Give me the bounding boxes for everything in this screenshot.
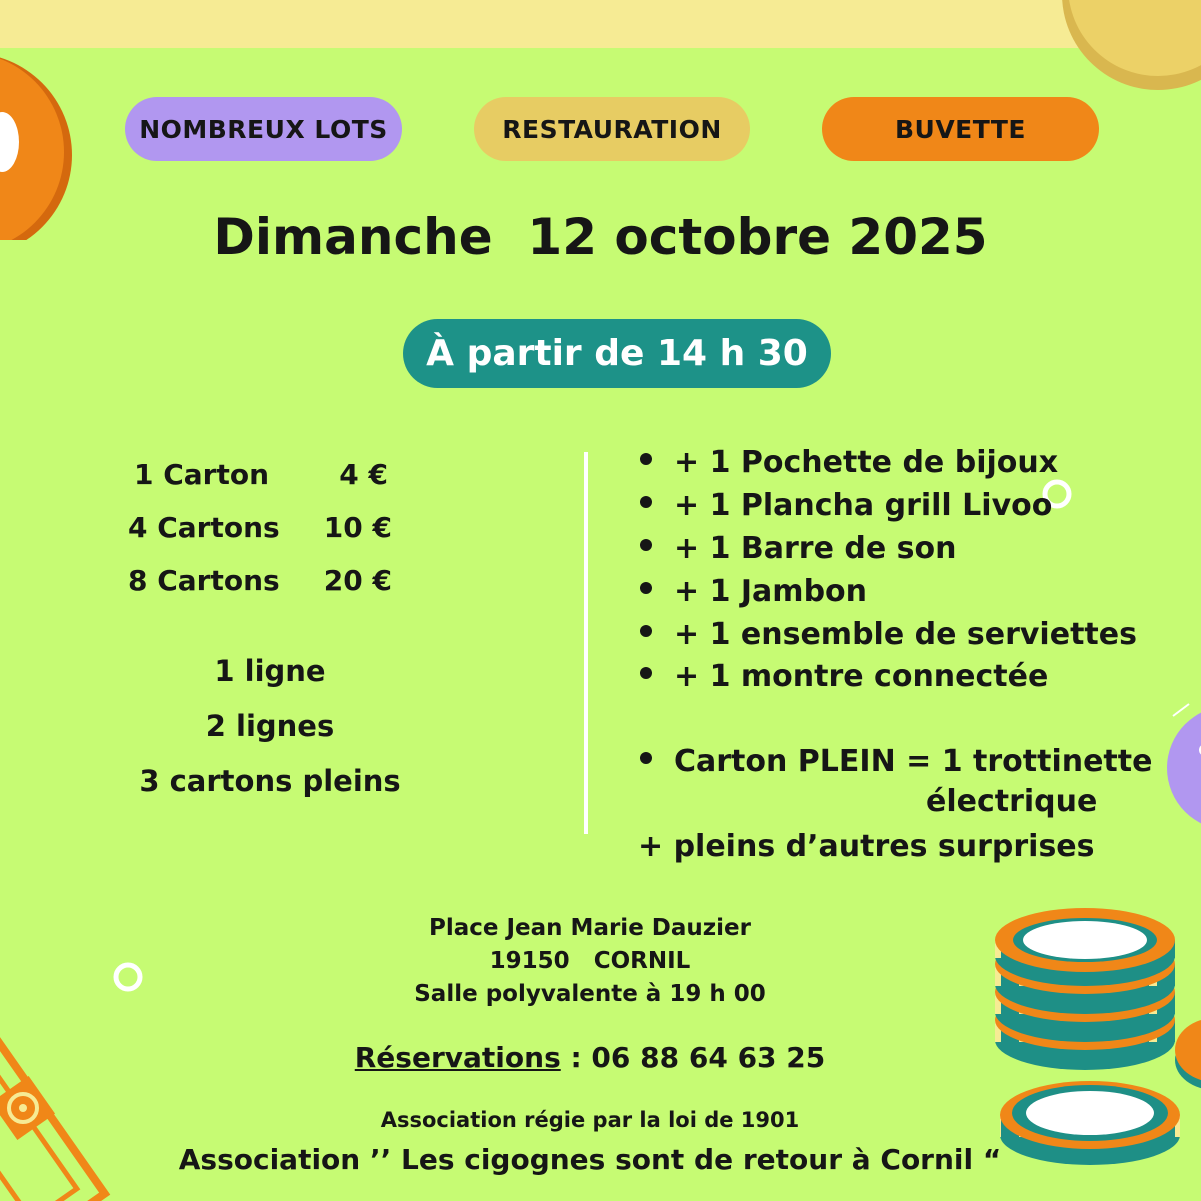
bullet-icon xyxy=(640,667,652,679)
prize-item xyxy=(640,488,1160,523)
surprises-label: + pleins d’autres surprises xyxy=(638,829,1095,864)
bullet-icon xyxy=(640,625,652,637)
venue-address: Place Jean Marie Dauzier xyxy=(429,915,751,941)
prize-item xyxy=(640,617,1160,652)
price-label: 8 Cartons xyxy=(128,564,280,597)
poker-chip-icon xyxy=(990,900,1201,1170)
prize-label: + 1 Plancha grill Livoo xyxy=(674,488,1053,523)
venue-hall: Salle polyvalente à 19 h 00 xyxy=(414,981,766,1007)
badge-prizes xyxy=(125,97,402,161)
prize-label: + 1 ensemble de serviettes xyxy=(674,617,1137,652)
yellow-ball-icon xyxy=(1030,0,1201,100)
price-value: 10 € xyxy=(323,511,392,544)
game-type: 2 lignes xyxy=(205,709,335,743)
prize-label: + 1 montre connectée xyxy=(674,659,1049,694)
bullet-icon xyxy=(640,752,652,764)
bullet-icon xyxy=(640,582,652,594)
reservations-phone: : 06 88 64 63 25 xyxy=(560,1041,826,1074)
prize-label: + 1 Pochette de bijoux xyxy=(674,445,1059,480)
game-type: 1 ligne xyxy=(214,654,326,688)
association-law: Association régie par la loi de 1901 xyxy=(380,1108,800,1132)
game-type: 3 cartons pleins xyxy=(139,764,401,798)
price-value: 20 € xyxy=(323,564,392,597)
top-band xyxy=(0,0,1201,48)
badge-food-label: RESTAURATION xyxy=(502,114,722,144)
prize-label: + 1 Jambon xyxy=(674,574,868,609)
bingo-card-icon xyxy=(0,975,150,1201)
bullet-icon xyxy=(640,539,652,551)
purple-ball-icon xyxy=(1165,690,1201,850)
price-row xyxy=(120,458,410,498)
price-row xyxy=(120,511,410,551)
start-time-pill xyxy=(403,319,831,388)
grand-prize-continuation: électrique xyxy=(926,784,1098,819)
badge-food xyxy=(474,97,750,161)
start-time-label: À partir de 14 h 30 xyxy=(426,333,808,374)
price-value: 4 € xyxy=(339,458,388,491)
reservations-label: Réservations xyxy=(354,1041,561,1074)
price-row xyxy=(120,564,410,604)
bullet-icon xyxy=(640,496,652,508)
prize-item xyxy=(640,659,1160,694)
event-date: Dimanche 12 octobre 2025 xyxy=(213,208,988,266)
prize-item xyxy=(640,531,1160,566)
bullet-icon xyxy=(640,453,652,465)
badge-bar xyxy=(822,97,1099,161)
price-label: 4 Cartons xyxy=(128,511,280,544)
venue-city: 19150 CORNIL xyxy=(489,948,691,974)
prize-item xyxy=(640,445,1160,480)
price-label: 1 Carton xyxy=(134,458,270,491)
prize-label: + 1 Barre de son xyxy=(674,531,957,566)
association-name: Association ’’ Les cigognes sont de retour à Cornil “ xyxy=(178,1143,1002,1176)
grand-prize-label: Carton PLEIN = 1 trottinette xyxy=(674,744,1153,779)
prize-item xyxy=(640,574,1160,609)
badge-bar-label: BUVETTE xyxy=(894,114,1027,144)
reservations xyxy=(300,1041,880,1074)
badge-prizes-label: NOMBREUX LOTS xyxy=(139,114,388,144)
grand-prize xyxy=(640,744,1160,779)
column-divider xyxy=(584,452,588,834)
